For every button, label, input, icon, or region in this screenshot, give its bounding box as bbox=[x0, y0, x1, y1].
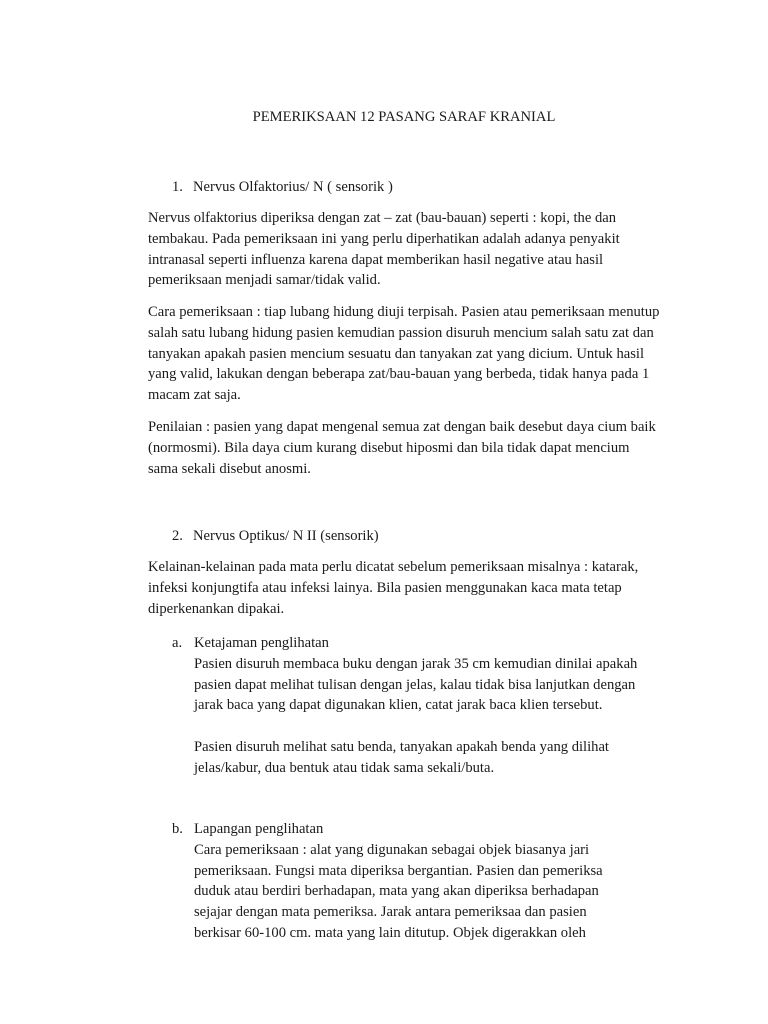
subsection-letter: a. bbox=[172, 635, 183, 651]
paragraph: Kelainan-kelainan pada mata perlu dicatat sebelum pemeriksaan misalnya : katarak, infeksi konjungtifa atau infeksi lainya. Bila pasien menggunakan kaca mata tetap diperkenankan dipakai. bbox=[148, 559, 639, 617]
section-heading-text: Nervus Optikus/ N II (sensorik) bbox=[193, 528, 379, 544]
section-heading-text: Nervus Olfaktorius/ N ( sensorik ) bbox=[193, 179, 393, 195]
subsection-heading: Lapangan penglihatan bbox=[194, 821, 324, 837]
subsection-heading: Ketajaman penglihatan bbox=[194, 635, 329, 651]
paragraph: Penilaian : pasien yang dapat mengenal semua zat dengan baik desebut daya cium baik (normosmi). Bila daya cium kurang disebut hiposmi dan bila tidak dapat mencium sama sekali disebut anosmi. bbox=[148, 419, 656, 477]
paragraph: Cara pemeriksaan : tiap lubang hidung diuji terpisah. Pasien atau pemeriksaan menutup salah satu lubang hidung pasien kemudian passion disuruh mencium salah satu zat dan tanyakan apakah pasien mencium sesuatu dan tanyakan zat yang dicium. Untuk hasil yang valid, lakukan dengan beberapa zat/bau-bauan yang berbeda, tidak hanya pada 1 macam zat saja. bbox=[148, 304, 660, 404]
paragraph: Nervus olfaktorius diperiksa dengan zat – zat (bau-bauan) seperti : kopi, the dan tembakau. Pada pemeriksaan ini yang perlu diperhatikan adalah adanya penyakit intranasal seperti influenza karena dapat memberikan hasil negative atau hasil pemeriksaan menjadi samar/tidak valid. bbox=[148, 210, 620, 289]
page-title: PEMERIKSAAN 12 PASANG SARAF KRANIAL bbox=[252, 109, 556, 125]
section-number: 1. bbox=[172, 179, 183, 195]
subsection-text: Cara pemeriksaan : alat yang digunakan sebagai objek biasanya jari pemeriksaan. Fungsi mata diperiksa bergantian. Pasien dan pemeriksa duduk atau berdiri berhadapan, mata yang akan diperiksa berhadapan sejajar dengan mata pemeriksa. Jarak antara pemeriksaa dan pasien berkisar 60-100 cm. mata yang lain ditutup. Objek digerakkan oleh bbox=[194, 841, 603, 941]
subsection-text: Pasien disuruh membaca buku dengan jarak 35 cm kemudian dinilai apakah pasien dapat melihat tulisan dengan jelas, kalau tidak bisa lanjutkan dengan jarak baca yang dapat digunakan klien, catat jarak baca klien tersebut. bbox=[194, 655, 638, 714]
subsection-text: Pasien disuruh melihat satu benda, tanyakan apakah benda yang dilihat jelas/kabur, dua bentuk atau tidak sama sekali/buta. bbox=[194, 738, 609, 776]
section-number: 2. bbox=[172, 528, 183, 544]
subsection-letter: b. bbox=[172, 821, 183, 837]
